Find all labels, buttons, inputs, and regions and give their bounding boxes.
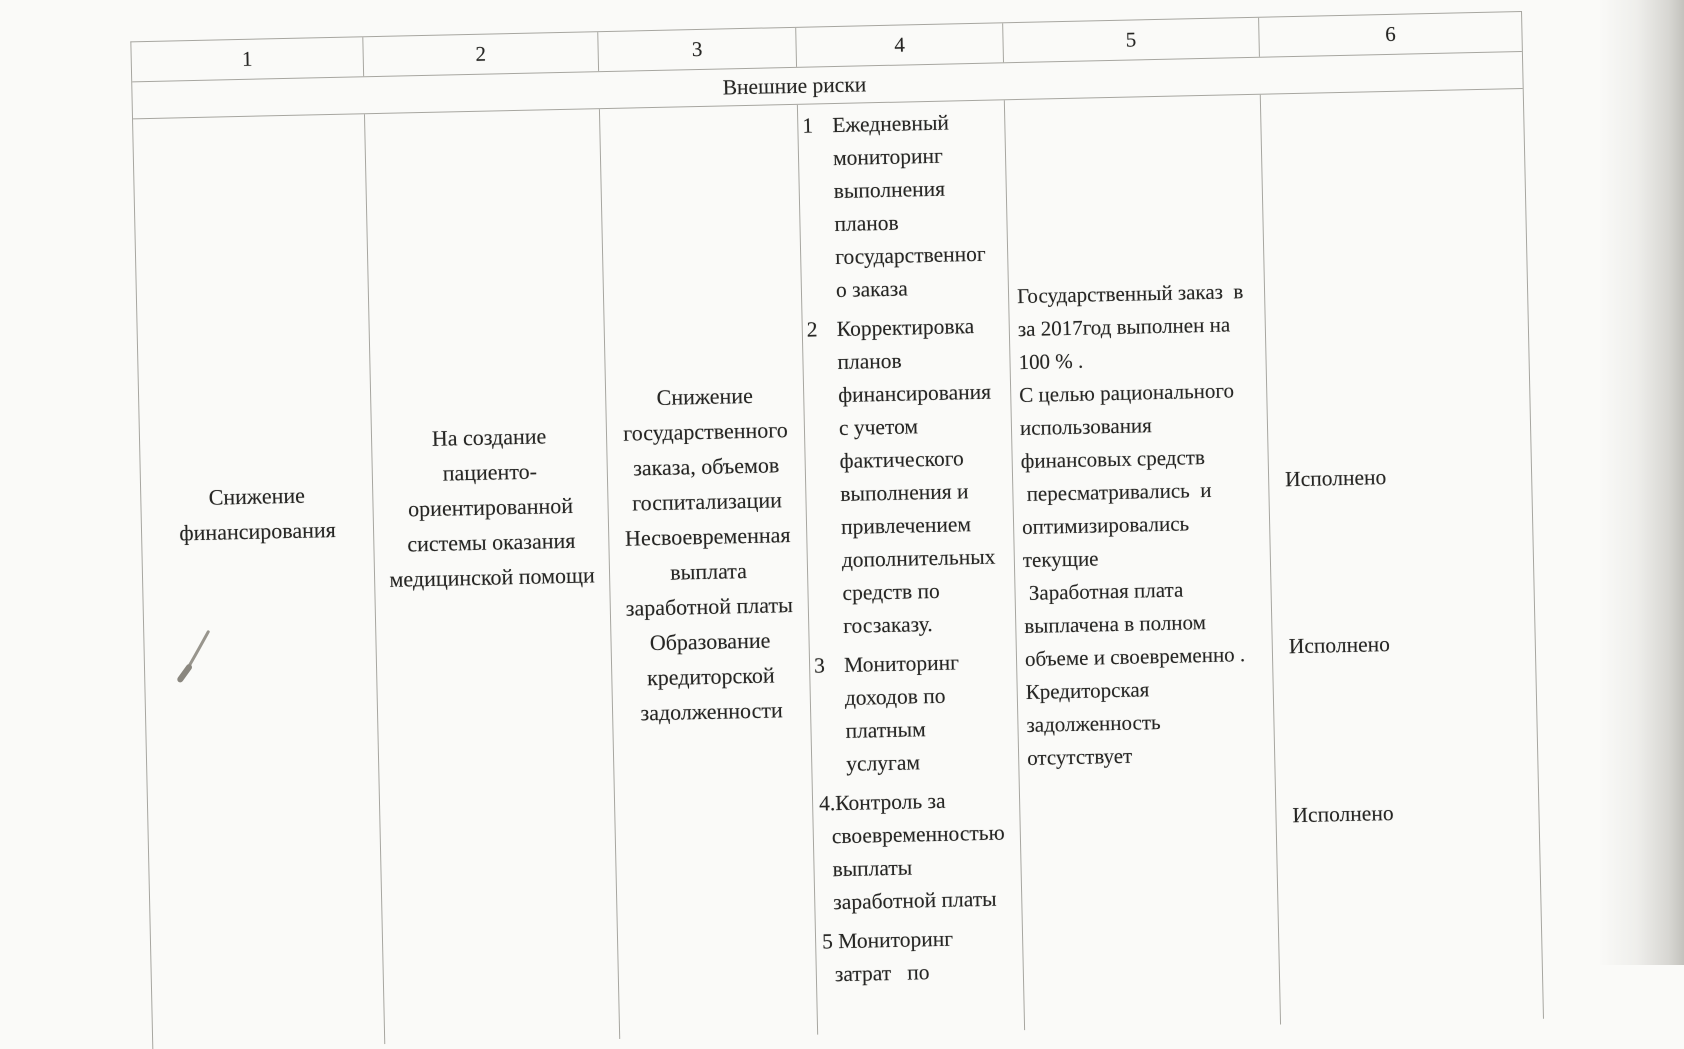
column-number-1: 1 [131,37,364,81]
risk-name-text: Снижение финансирования [179,482,337,546]
pen-mark-icon [174,623,221,686]
status-label: Исполнено [1292,800,1394,828]
impact-text: На создание пациенто- ориентированной системы оказания медицинской помощи [389,423,595,592]
causes-cell [600,105,818,1039]
impact-cell [365,109,620,1044]
results-cell [1005,95,1281,1030]
status-cell [1261,89,1543,1024]
column-number-3: 3 [598,28,797,71]
column-number-4: 4 [796,23,1004,67]
measure-item: 3 Мониторинг доходов по платным услугам [813,650,960,776]
measures-cell [798,100,1025,1034]
measure-item: 1 Ежедневный мониторинг выполнения планов государственног о заказа [802,110,986,303]
causes-text: Снижение государственного заказа, объемов госпитализации Несвоевременная выплата заработной платы Образование кредиторской задолженности [622,382,794,726]
column-number-5: 5 [1003,18,1260,63]
risk-name-cell [133,114,385,1049]
measure-item: 2 Корректировка планов финансирования с учетом фактического выполнения и привлечением дополнительных средств по госзаказу. [806,314,996,638]
measure-item: 5 Мониторинг затрат по [821,926,954,987]
column-number-2: 2 [363,32,599,76]
page-edge-shadow [1598,0,1684,965]
measure-item: 4.Контроль за своевременностью выплаты заработной платы [818,788,1005,915]
status-label: Исполнено [1284,465,1387,492]
results-text: Государственный заказ в за 2017год выполнен на 100 % . С целью рационального использования финансовых средств пересматривались и оптимизировались текущие Заработная плата выплачена в полном объеме и своевременно . Кредиторская задолженность отсутствует [1016,279,1246,770]
column-number-6: 6 [1384,21,1396,46]
risks-table [130,11,1544,1049]
section-header: Внешние риски [722,72,867,100]
measures-list [802,105,1023,991]
risk-row [133,89,1543,1049]
status-label: Исполнено [1288,632,1391,659]
